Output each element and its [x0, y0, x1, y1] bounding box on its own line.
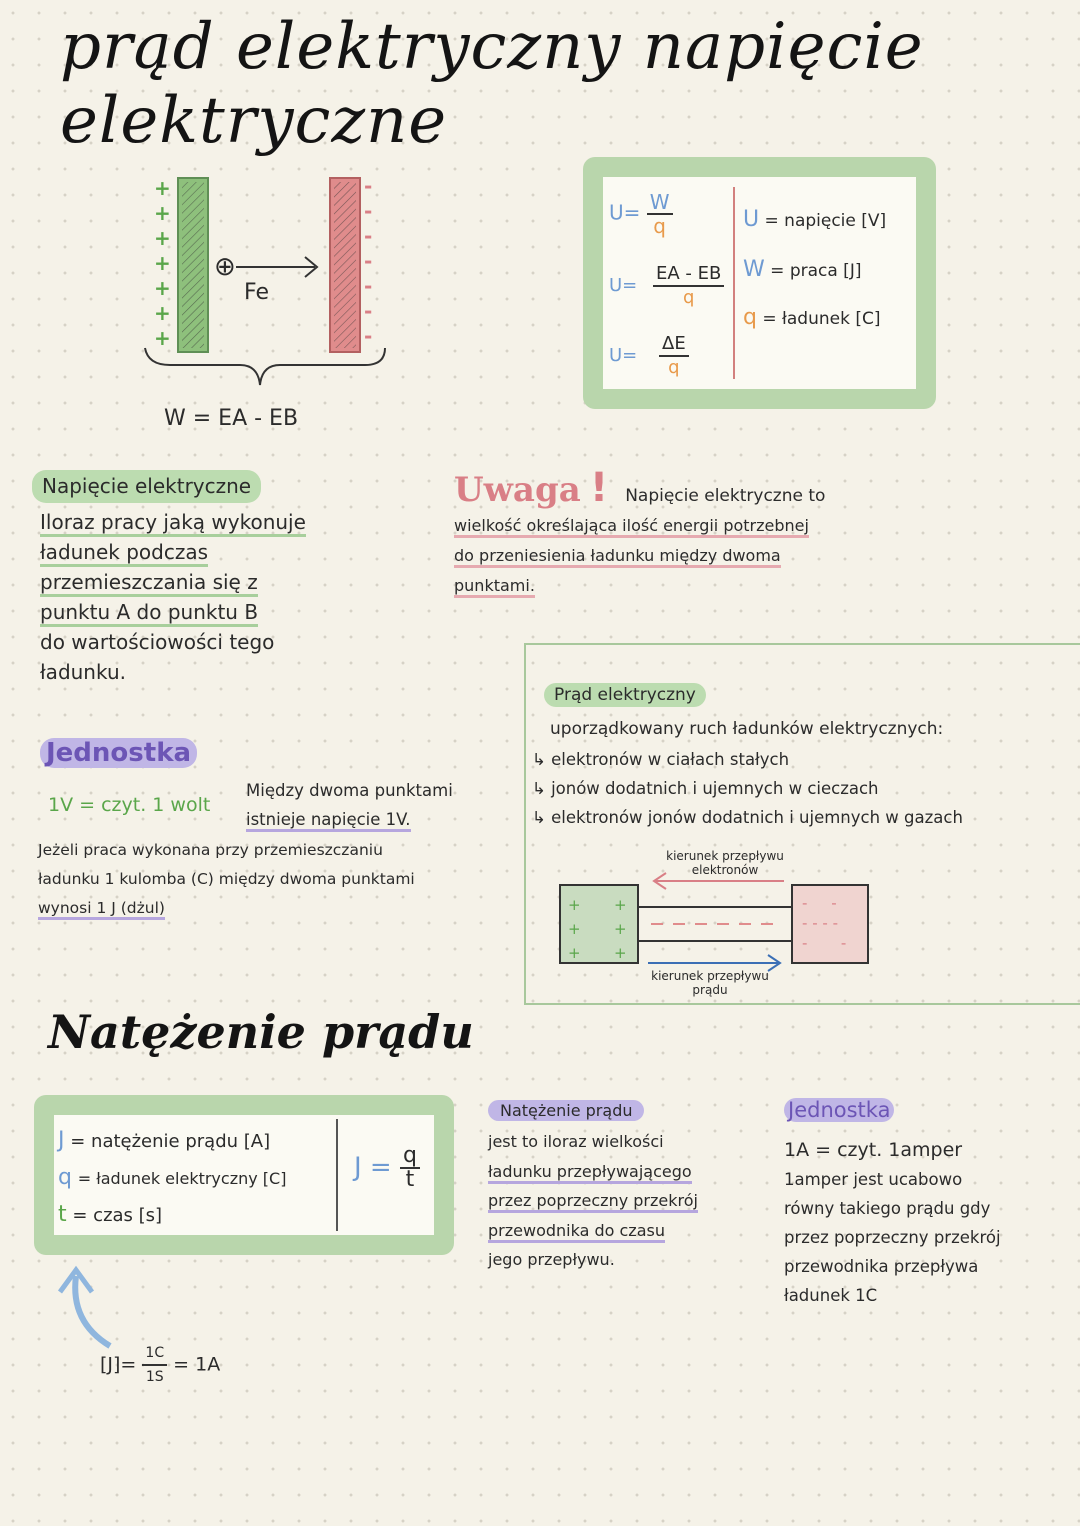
- intensity-legend: J = natężenie prądu [A] q = ładunek elektryczny [C] t = czas [s]: [58, 1128, 287, 1227]
- intensity-formula: J = $\frac{q}{t}$: [354, 1145, 420, 1191]
- capacitor-diagram: [140, 170, 400, 440]
- unit-derivation: [J]= $\frac{1C}{1S}$ = 1A: [100, 1342, 220, 1388]
- current-diagram: [556, 845, 876, 995]
- current-formula-box: [34, 1095, 454, 1255]
- minus-signs: - - - - - - -: [364, 174, 373, 348]
- unit-section: [40, 738, 197, 768]
- uwaga-note: Uwaga ! Napięcie elektryczne to wielkość określająca ilość energii potrzebnej do przeniesienia ładunku między dwoma punktami.: [454, 465, 1014, 601]
- voltage-formula-box: [583, 157, 936, 409]
- electrons: - - - - - - - -: [802, 894, 847, 952]
- work-formula: W = EA - EB: [164, 406, 299, 431]
- voltage-heading: Napięcie elektryczne: [32, 470, 261, 503]
- ampere-heading: Jednostka: [784, 1098, 894, 1122]
- brace: [145, 348, 385, 385]
- warning-icon: !: [589, 465, 609, 511]
- ampere-unit: Jednostka 1A = czyt. 1amper 1amper jest ucabowo równy takiego prądu gdy przez poprzeczny przekrój przewodnika przepływa ładunek 1C: [784, 1098, 1001, 1305]
- plus-signs: + + + + + + +: [154, 176, 171, 350]
- volt-explanation: Jeżeli praca wykonana przy przemieszczaniu ładunku 1 kulomba (C) między dwoma punktami wynosi 1 J (dżul): [38, 836, 415, 923]
- positive-ions: + + + + + +: [568, 896, 627, 962]
- legend-w: W = praca [J]: [743, 257, 862, 282]
- capacitor-svg: [140, 170, 400, 440]
- voltage-definition: Napięcie elektryczne Iloraz pracy jaką wykonuje ładunek podczas przemieszczania się z punktu A do punktu B do wartościowości tego ładunku.: [32, 470, 412, 687]
- unit-heading: Jednostka: [40, 738, 197, 768]
- uwaga-label: Uwaga: [454, 470, 581, 510]
- current-heading: Prąd elektryczny: [544, 683, 706, 707]
- current-flow-label: kierunek przepływu prądu: [651, 969, 769, 997]
- page-title: prąd elektryczny napięcie elektryczne: [60, 10, 924, 158]
- formula-u1: U= $\frac{W}{q}$: [609, 191, 673, 237]
- volt-side-note: Między dwoma punktami istnieje napięcie 1V.: [246, 776, 453, 834]
- current-box: [524, 643, 1080, 1005]
- intensity-def-heading: Natężenie prądu: [488, 1100, 644, 1121]
- volt-formula: 1V = czyt. 1 wolt: [48, 794, 211, 816]
- electron-flow-label: kierunek przepływu elektronów: [666, 849, 784, 877]
- section-title-current-intensity: Natężenie prądu: [48, 1005, 474, 1059]
- formula-u2: U= $\frac{EA - EB}{q}$: [609, 263, 724, 309]
- list-item: ↳ jonów dodatnich i ujemnych w cieczach: [532, 779, 879, 798]
- force-label: Fe: [244, 280, 269, 305]
- carrier-list: [532, 745, 963, 832]
- formula-u3: U= $\frac{\Delta E}{q}$: [609, 333, 689, 379]
- charge-icon: ⊕: [214, 252, 236, 282]
- intensity-definition: Natężenie prądu jest to iloraz wielkości ładunku przepływającego przez poprzeczny przekrój przewodnika do czasu jego przepływu.: [488, 1101, 698, 1269]
- current-definition: uporządkowany ruch ładunków elektrycznych:: [550, 719, 944, 739]
- legend-u: U = napięcie [V]: [743, 207, 887, 232]
- legend-q: q = ładunek [C]: [743, 305, 881, 330]
- list-item: ↳ elektronów jonów dodatnich i ujemnych w gazach: [532, 808, 963, 827]
- list-item: ↳ elektronów w ciałach stałych: [532, 750, 790, 769]
